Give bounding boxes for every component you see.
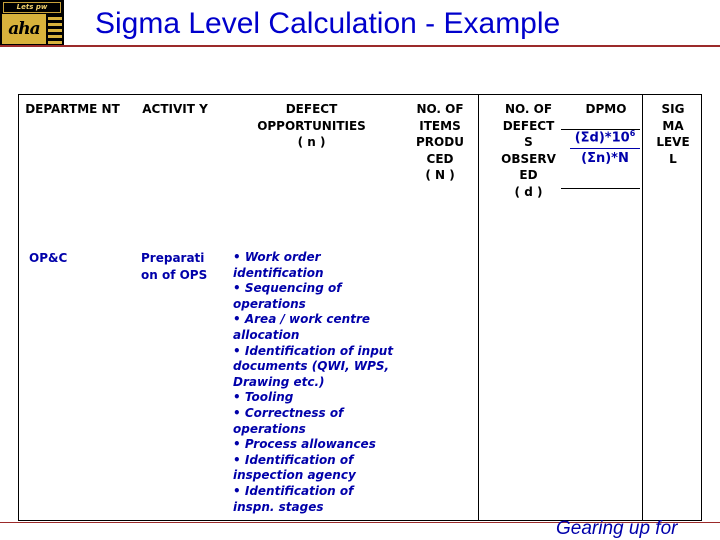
defect-opportunity-list — [233, 250, 398, 515]
header-line: SIG — [661, 102, 685, 116]
header-line: NO. OF — [416, 102, 464, 116]
header-activity: ACTIVIT Y — [142, 102, 208, 116]
header-defect-opportunities — [229, 101, 394, 151]
header-line: NO. OF — [504, 102, 553, 116]
title-divider — [0, 45, 720, 47]
header-line: L — [669, 151, 677, 166]
list-item: • Sequencing of operations — [233, 281, 342, 311]
header-line: OPPORTUNITIES — [257, 118, 366, 133]
header-line: CED — [426, 151, 454, 166]
header-line: ED — [519, 168, 538, 182]
header-dpmo: DPMO — [585, 102, 627, 116]
column-divider — [478, 95, 479, 520]
row-activity: Preparati on of OPS — [141, 251, 208, 282]
footer-tagline: Gearing up for — [556, 518, 678, 539]
logo-stripe — [48, 14, 62, 44]
header-line: OBSERV — [501, 151, 556, 166]
page-title: Sigma Level Calculation - Example — [95, 7, 561, 40]
header-line: S — [524, 135, 533, 149]
header-line: ( N ) — [425, 168, 455, 182]
sigma-table — [18, 94, 702, 521]
company-logo — [0, 0, 64, 46]
header-line: ITEMS — [419, 118, 461, 133]
fraction-bar — [570, 148, 640, 149]
header-line: PRODU — [416, 135, 464, 149]
header-department: DEPARTME NT — [25, 102, 120, 116]
list-item: • Identification of input documents (QWI, WPS, Drawing etc.) — [233, 343, 394, 389]
header-line: LEVE — [656, 135, 690, 149]
header-line: DEFECT — [285, 102, 338, 116]
column-divider — [642, 95, 643, 520]
dpmo-numerator — [570, 125, 640, 147]
list-item: • Work order identification — [233, 250, 324, 280]
header-line: DEFECT — [502, 118, 555, 133]
header-items-produced — [405, 101, 475, 184]
header-line: ( d ) — [514, 184, 543, 199]
list-item: • Correctness of operations — [233, 405, 344, 436]
numerator-text: (Σd)*10 — [574, 130, 630, 146]
numerator-exponent: 6 — [629, 129, 636, 138]
list-item: • Identification of inspn. stages — [233, 483, 354, 514]
header-line: ( n ) — [297, 135, 326, 149]
dpmo-denominator: (Σn)*N — [581, 151, 629, 167]
header-defects-observed — [491, 101, 566, 200]
row-department: OP&C — [29, 251, 68, 265]
header-line: MA — [662, 118, 684, 133]
logo-wordmark: aha — [2, 14, 46, 44]
header-sigma-level — [648, 101, 698, 167]
logo-tagline: Lets pw — [3, 2, 61, 13]
list-item: • Tooling — [233, 390, 294, 405]
list-item: • Process allowances — [233, 437, 376, 452]
row-divider — [561, 188, 640, 189]
dpmo-formula — [570, 125, 640, 168]
list-item: • Area / work centre allocation — [233, 312, 371, 342]
list-item: • Identification of inspection agency — [233, 452, 356, 483]
